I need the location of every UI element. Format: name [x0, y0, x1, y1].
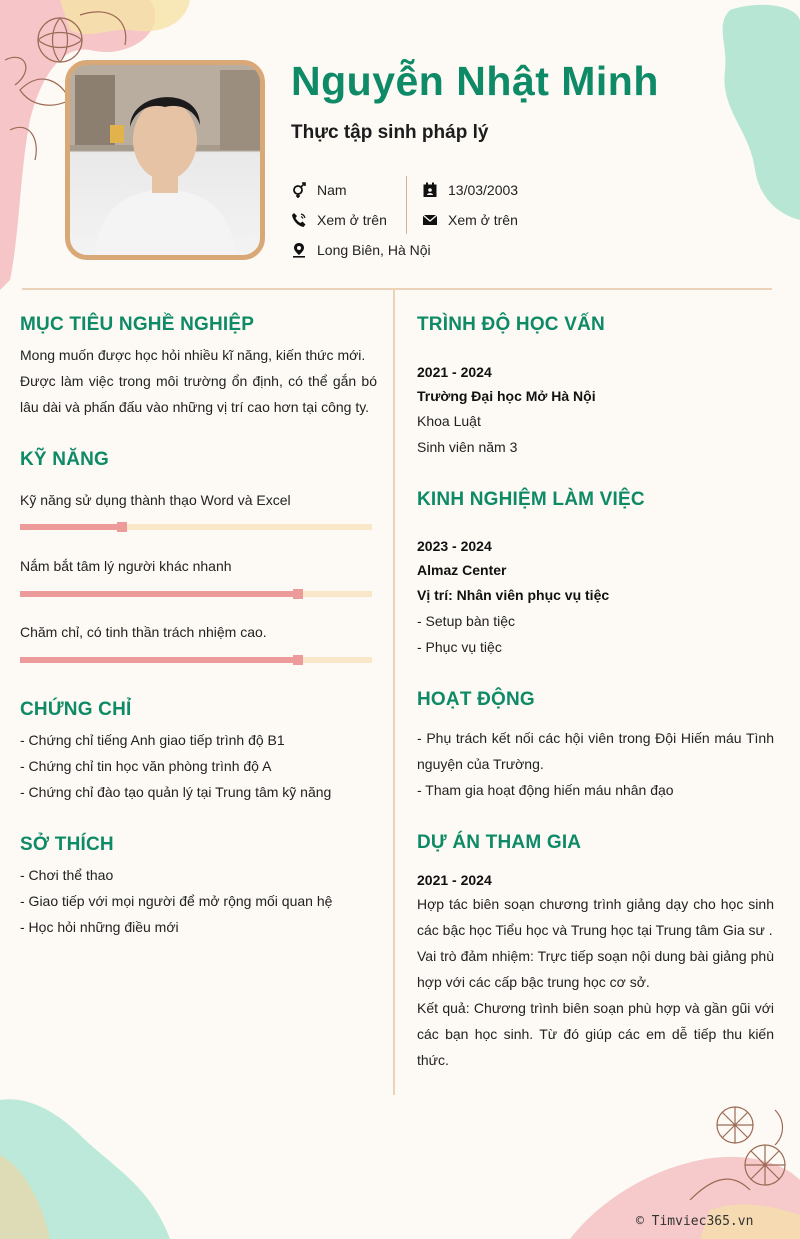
birthdate-info: [422, 182, 518, 198]
experience-company: Almaz Center: [417, 562, 507, 578]
experience-heading: KINH NGHIỆM LÀM VIỆC: [417, 489, 645, 510]
project-line-7: thức.: [417, 1052, 449, 1068]
hobby-item-3: - Học hỏi những điều mới: [20, 919, 179, 935]
certificate-item-3: - Chứng chỉ đào tạo quản lý tại Trung tâm kỹ năng: [20, 784, 332, 800]
email-value: Xem ở trên: [448, 212, 518, 228]
column-divider: [393, 290, 395, 1095]
hobbies-heading: SỞ THÍCH: [20, 834, 114, 855]
experience-task-2: - Phục vụ tiệc: [417, 639, 502, 655]
top-right-watercolor-decoration: [700, 0, 800, 230]
calendar-icon: [422, 182, 438, 198]
gender-info: [291, 182, 347, 198]
skill-bar-3: [20, 657, 372, 663]
skill-bar-knob: [293, 589, 303, 599]
email-info: [422, 212, 518, 228]
project-line-3: Vai trò đảm nhiệm: Trực tiếp soạn nội dung bài giảng phù: [417, 948, 774, 964]
bottom-left-watercolor-decoration: [0, 1095, 200, 1239]
person-avatar-icon: [70, 65, 260, 255]
education-faculty: Khoa Luật: [417, 413, 481, 429]
project-line-1: Hợp tác biên soạn chương trình giảng dạy cho học sinh: [417, 896, 774, 912]
skill-label-2: Nắm bắt tâm lý người khác nhanh: [20, 558, 232, 574]
objective-line-2: Được làm việc trong môi trường ổn định, có thể gắn bó: [20, 373, 377, 389]
education-school: Trường Đại học Mở Hà Nội: [417, 388, 596, 404]
candidate-name: Nguyễn Nhật Minh: [291, 58, 659, 104]
certificate-item-1: - Chứng chỉ tiếng Anh giao tiếp trình độ B1: [20, 732, 285, 748]
location-pin-icon: [291, 242, 307, 258]
skills-heading: KỸ NĂNG: [20, 449, 110, 470]
project-line-5: Kết quả: Chương trình biên soạn phù hợp và gần gũi với: [417, 1000, 774, 1016]
certificate-item-2: - Chứng chỉ tin học văn phòng trình độ A: [20, 758, 272, 774]
skill-bar-1: [20, 524, 372, 530]
address-info: [291, 242, 431, 258]
activity-line-1: - Phụ trách kết nối các hội viên trong Đội Hiến máu Tình: [417, 730, 774, 746]
project-line-6: các bạn học sinh. Từ đó giúp các em dễ tiếp thu kiến: [417, 1026, 774, 1042]
skill-bar-fill: [20, 524, 122, 530]
watermark: © Timviec365.vn: [636, 1214, 754, 1229]
candidate-role: Thực tập sinh pháp lý: [291, 122, 489, 143]
objective-heading: MỤC TIÊU NGHỀ NGHIỆP: [20, 314, 255, 335]
birthdate-value: 13/03/2003: [448, 182, 519, 198]
address-value: Long Biên, Hà Nội: [317, 242, 431, 258]
objective-line-3: lâu dài và phấn đấu vào những vị trí cao hơn tại công ty.: [20, 399, 370, 415]
phone-icon: [291, 212, 307, 228]
activities-heading: HOẠT ĐỘNG: [417, 689, 535, 710]
skill-bar-fill: [20, 591, 298, 597]
skill-label-1: Kỹ năng sử dụng thành thạo Word và Excel: [20, 492, 291, 508]
projects-heading: DỰ ÁN THAM GIA: [417, 832, 582, 853]
hobby-item-2: - Giao tiếp với mọi người để mở rộng mối quan hệ: [20, 893, 333, 909]
activity-line-2: nguyện của Trường.: [417, 756, 544, 772]
activity-line-3: - Tham gia hoạt động hiến máu nhân đạo: [417, 782, 674, 798]
project-period: 2021 - 2024: [417, 872, 492, 888]
skill-bar-knob: [117, 522, 127, 532]
education-note: Sinh viên năm 3: [417, 439, 518, 455]
header-divider: [22, 288, 772, 290]
envelope-icon: [422, 212, 438, 228]
profile-photo: [65, 60, 265, 260]
info-divider: [406, 176, 407, 234]
gender-icon: [291, 182, 307, 198]
experience-task-1: - Setup bàn tiệc: [417, 613, 516, 629]
phone-value: Xem ở trên: [317, 212, 387, 228]
objective-line-1: Mong muốn được học hỏi nhiều kĩ năng, kiến thức mới.: [20, 347, 366, 363]
certificates-heading: CHỨNG CHỈ: [20, 699, 132, 720]
phone-info: [291, 212, 387, 228]
gender-value: Nam: [317, 182, 347, 198]
skill-label-3: Chăm chỉ, có tinh thần trách nhiệm cao.: [20, 624, 267, 640]
project-line-4: hợp với các cấp bậc trung học cơ sở.: [417, 974, 650, 990]
skill-bar-fill: [20, 657, 298, 663]
skill-bar-knob: [293, 655, 303, 665]
project-line-2: các bậc học Tiểu học và Trung học tại Trung tâm Gia sư .: [417, 922, 773, 938]
hobby-item-1: - Chơi thể thao: [20, 867, 114, 883]
education-heading: TRÌNH ĐỘ HỌC VẤN: [417, 314, 605, 335]
education-period: 2021 - 2024: [417, 364, 492, 380]
skill-bar-2: [20, 591, 372, 597]
experience-period: 2023 - 2024: [417, 538, 492, 554]
experience-position: Vị trí: Nhân viên phục vụ tiệc: [417, 587, 610, 603]
